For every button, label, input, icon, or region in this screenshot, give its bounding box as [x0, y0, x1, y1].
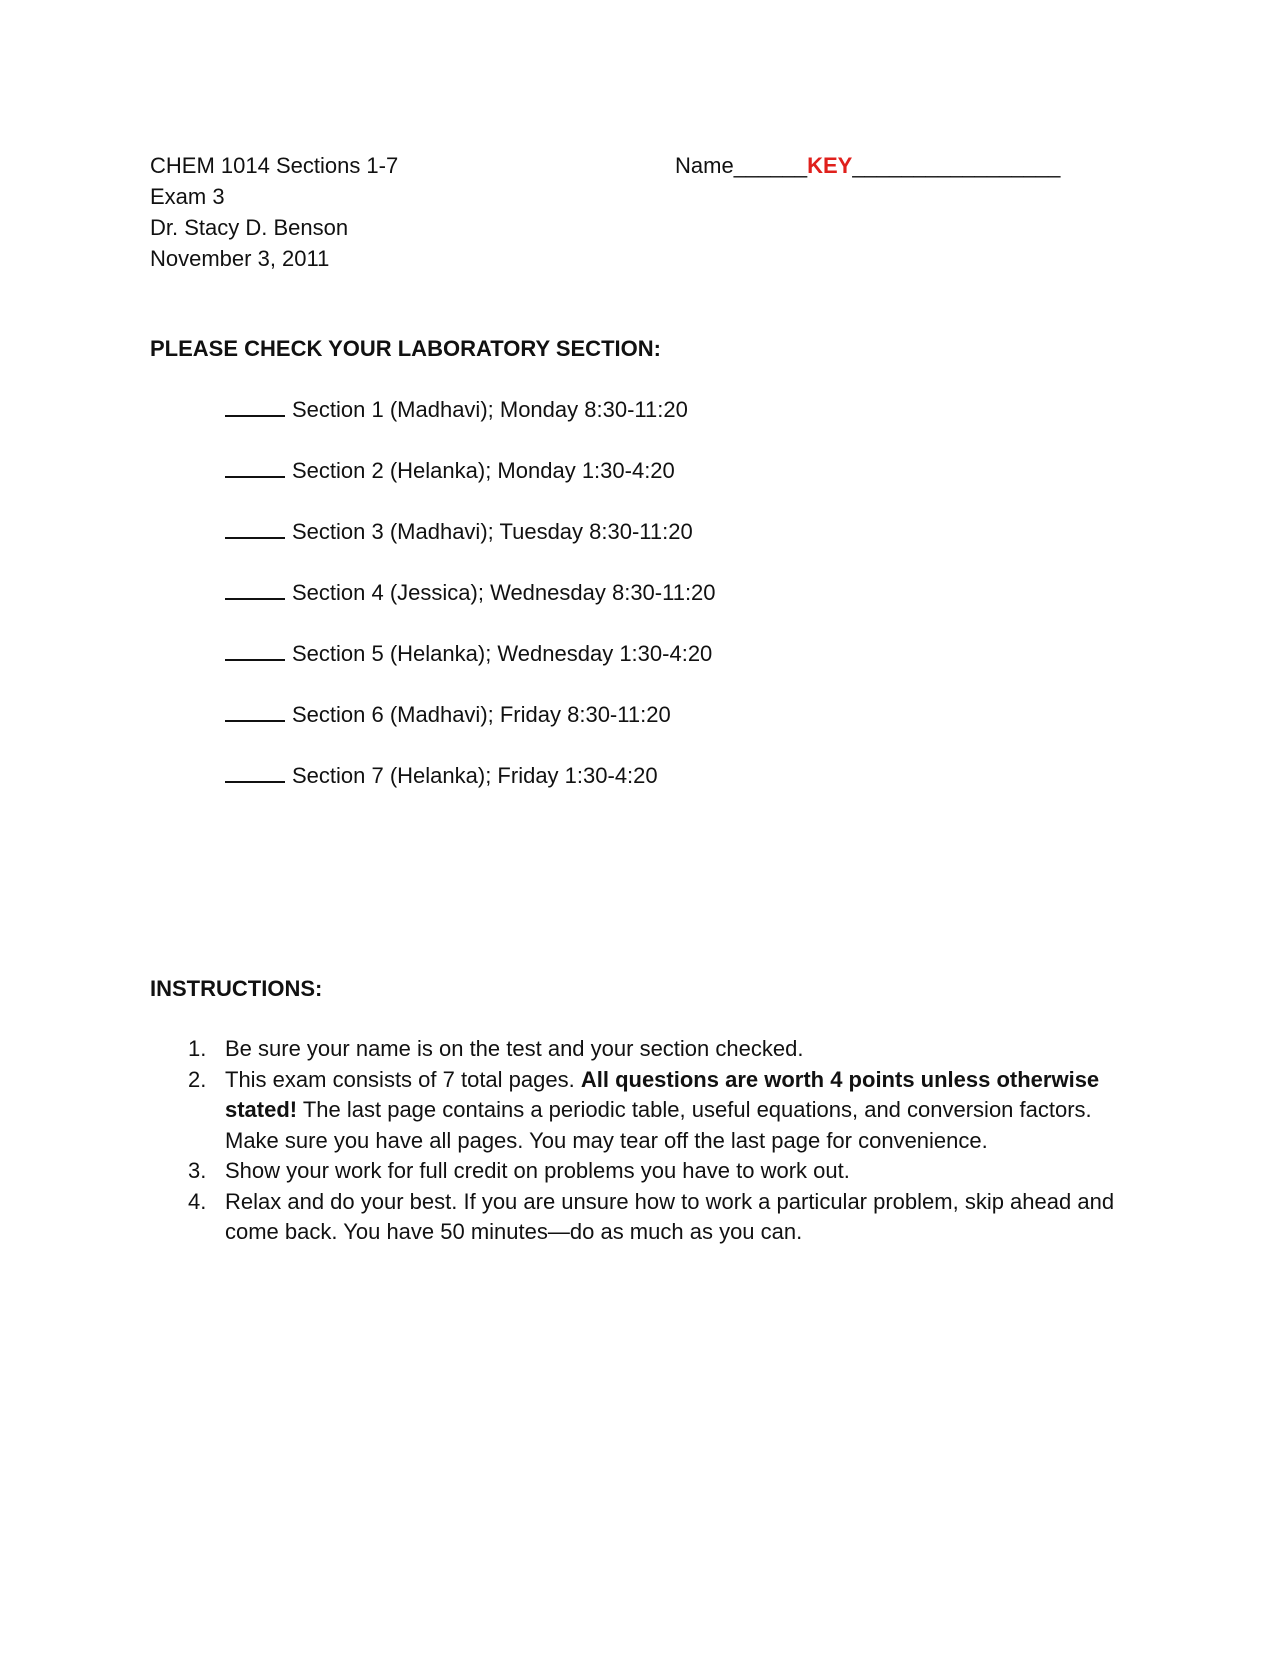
- exam-number: Exam 3: [150, 184, 225, 209]
- name-blank-after: _________________: [852, 153, 1061, 178]
- instruction-item: [150, 1065, 1120, 1157]
- name-field[interactable]: [675, 150, 1060, 181]
- instructions-list: [150, 1034, 1120, 1248]
- lab-section-label: Section 5 (Helanka); Wednesday 1:30-4:20: [292, 641, 713, 666]
- lab-section-label: Section 3 (Madhavi); Tuesday 8:30-11:20: [292, 519, 693, 544]
- instruction-item: [150, 1034, 1120, 1065]
- exam-header: [150, 150, 398, 274]
- course-title: CHEM 1014 Sections 1-7: [150, 153, 399, 178]
- section-check-blank[interactable]: [225, 698, 285, 722]
- lab-section-item: [225, 637, 716, 698]
- lab-section-label: Section 6 (Madhavi); Friday 8:30-11:20: [292, 702, 671, 727]
- lab-section-label: Section 1 (Madhavi); Monday 8:30-11:20: [292, 397, 688, 422]
- lab-section-list: [225, 393, 716, 820]
- instruction-text: Be sure your name is on the test and your section checked.: [225, 1036, 804, 1061]
- section-check-blank[interactable]: [225, 515, 285, 539]
- lab-section-label: Section 4 (Jessica); Wednesday 8:30-11:20: [292, 580, 716, 605]
- instruction-number: 4.: [188, 1188, 207, 1214]
- lab-section-heading: PLEASE CHECK YOUR LABORATORY SECTION:: [150, 336, 661, 361]
- instruction-emphasis: All questions are worth 4 points unless otherwise stated!: [225, 1066, 1100, 1122]
- instruction-item: [150, 1187, 1120, 1248]
- section-check-blank[interactable]: [225, 454, 285, 478]
- name-label: Name: [675, 153, 734, 178]
- lab-section-item: [225, 454, 716, 515]
- lab-section-item: [225, 393, 716, 454]
- section-check-blank[interactable]: [225, 393, 285, 417]
- instruction-text: Relax and do your best. If you are unsure how to work a particular problem, skip ahead and come back. You have 50 minutes—do as much as you can.: [225, 1188, 1115, 1244]
- lab-section-item: [225, 698, 716, 759]
- lab-section-item: [225, 759, 716, 820]
- lab-section-item: [225, 515, 716, 576]
- instructions-heading: INSTRUCTIONS:: [150, 976, 323, 1001]
- instruction-number: 2.: [188, 1066, 207, 1092]
- instruction-number: 3.: [188, 1158, 207, 1183]
- name-key-value: KEY: [807, 153, 853, 178]
- lab-section-label: Section 2 (Helanka); Monday 1:30-4:20: [292, 458, 675, 483]
- section-check-blank[interactable]: [225, 576, 285, 600]
- lab-section-label: Section 7 (Helanka); Friday 1:30-4:20: [292, 763, 658, 788]
- instruction-item: [150, 1156, 1120, 1187]
- name-blank-before: ______: [733, 153, 808, 178]
- exam-date: November 3, 2011: [150, 246, 330, 271]
- instruction-text: This exam consists of 7 total pages.: [225, 1066, 581, 1092]
- section-check-blank[interactable]: [225, 637, 285, 661]
- instructor-name: Dr. Stacy D. Benson: [150, 215, 349, 240]
- instruction-text: The last page contains a periodic table, useful equations, and conversion factors. Make sure you have all pages. You may tear off the last page for convenience.: [225, 1097, 1092, 1153]
- lab-section-item: [225, 576, 716, 637]
- instruction-number: 1.: [188, 1036, 207, 1061]
- section-check-blank[interactable]: [225, 759, 285, 783]
- instruction-text: Show your work for full credit on problems you have to work out.: [225, 1158, 850, 1183]
